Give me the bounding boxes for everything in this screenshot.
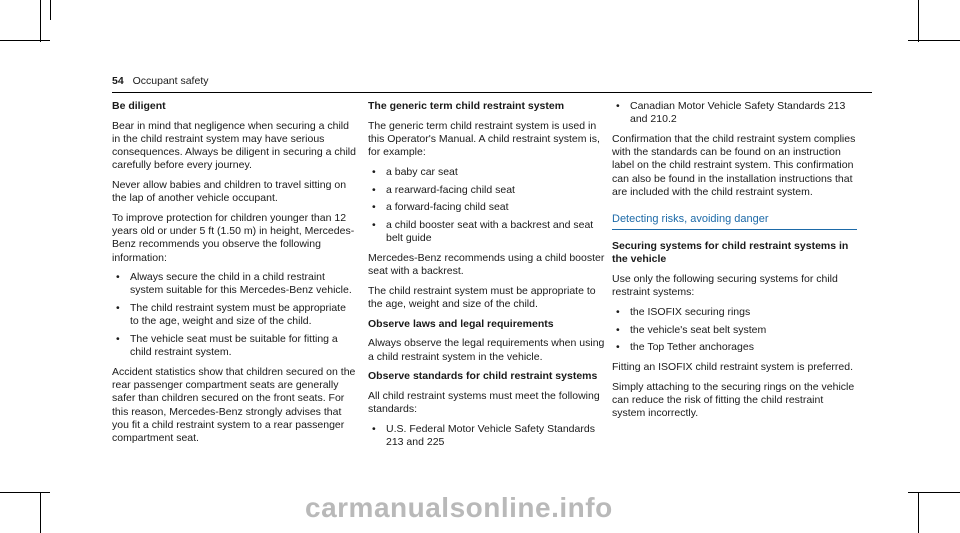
list-item: • Always secure the child in a child restraint system suitable for this Mercedes-Benz vehicle. (112, 271, 357, 297)
crop-mark (0, 492, 50, 493)
column-3 (612, 100, 857, 427)
paragraph: The generic term child restraint system is used in this Operator's Manual. A child restraint system is, for example: (368, 119, 600, 159)
page-number: 54 (112, 75, 124, 87)
bullet-list (368, 166, 613, 246)
heading-generic-term: The generic term child restraint system (368, 100, 565, 112)
bullet-list (368, 423, 613, 449)
list-item: • The vehicle seat must be suitable for fitting a child restraint system. (112, 333, 357, 359)
list-item: • the Top Tether anchorages (612, 341, 857, 354)
column-2 (368, 100, 613, 456)
paragraph: Always observe the legal requirements when using a child restraint system in the vehicle. (368, 337, 605, 363)
list-item: • a rearward-facing child seat (368, 184, 613, 197)
page-header (112, 75, 208, 87)
sub-paragraph: Mercedes-Benz recommends using a child booster seat with a backrest. (368, 251, 605, 278)
column-1 (112, 100, 357, 452)
heading-be-diligent: Be diligent (112, 100, 166, 112)
paragraph: Accident statistics show that children secured on the rear passenger compartment seats are generally safer than children secured on the front seats. For this reason, Mercedes-Benz strongly advises that you fit a child restraint system to a rear passenger compartment seat. (112, 365, 356, 444)
crop-mark (908, 40, 960, 41)
heading-laws: Observe laws and legal requirements (368, 317, 554, 330)
crop-mark (918, 0, 919, 42)
list-item: • a child booster seat with a backrest and seat belt guide (368, 219, 613, 245)
paragraph: The child restraint system must be appropriate to the age, weight and size of the child. (368, 284, 596, 310)
paragraph: All child restraint systems must meet the following standards: (368, 389, 600, 416)
paragraph: Fitting an ISOFIX child restraint system is preferred. (612, 361, 853, 374)
list-item: • a baby car seat (368, 166, 613, 179)
list-item: • the ISOFIX securing rings (612, 306, 857, 319)
bullet-list (612, 100, 857, 126)
list-item: • U.S. Federal Motor Vehicle Safety Standards 213 and 225 (368, 423, 613, 449)
list-item: • the vehicle's seat belt system (612, 324, 857, 337)
crop-mark (50, 0, 51, 20)
paragraph: Never allow babies and children to travel sitting on the lap of another vehicle occupant. (112, 179, 347, 205)
list-item: • a forward-facing child seat (368, 201, 613, 214)
section-heading-wrap (612, 213, 857, 230)
paragraph: To improve protection for children younger than 12 years old or under 5 ft (1.50 m) in height, Mercedes-Benz recommends you observe the following information: (112, 211, 355, 264)
crop-mark (908, 492, 960, 493)
header-rule (112, 92, 872, 93)
crop-mark (0, 40, 50, 41)
heading-standards: Observe standards for child restraint systems (368, 370, 598, 383)
section-title: Occupant safety (132, 75, 209, 87)
paragraph: Simply attaching to the securing rings on the vehicle can reduce the risk of fitting the child restraint system incorrectly. (612, 380, 855, 420)
list-item: • Canadian Motor Vehicle Safety Standards 213 and 210.2 (612, 100, 857, 126)
paragraph: Confirmation that the child restraint system complies with the standards can be found on an instruction label on the child restraint system. This confirmation can also be found in the installation instructions that are included with the child restraint system. (612, 132, 856, 198)
crop-mark (40, 0, 41, 42)
heading-securing-systems: Securing systems for child restraint systems in the vehicle (612, 240, 849, 266)
paragraph: Bear in mind that negligence when securing a child in the child restraint system may have serious consequences. Always be diligent in securing a child carefully before every journey. (112, 119, 356, 172)
list-item: • The child restraint system must be appropriate to the age, weight and size of the child. (112, 302, 357, 328)
bullet-list (612, 306, 857, 355)
crop-mark (40, 492, 41, 533)
section-heading: Detecting risks, avoiding danger (612, 213, 857, 230)
watermark: carmanualsonline.info (305, 492, 613, 523)
bullet-list (112, 271, 357, 359)
paragraph: Use only the following securing systems for child restraint systems: (612, 273, 838, 299)
crop-mark (918, 492, 919, 533)
